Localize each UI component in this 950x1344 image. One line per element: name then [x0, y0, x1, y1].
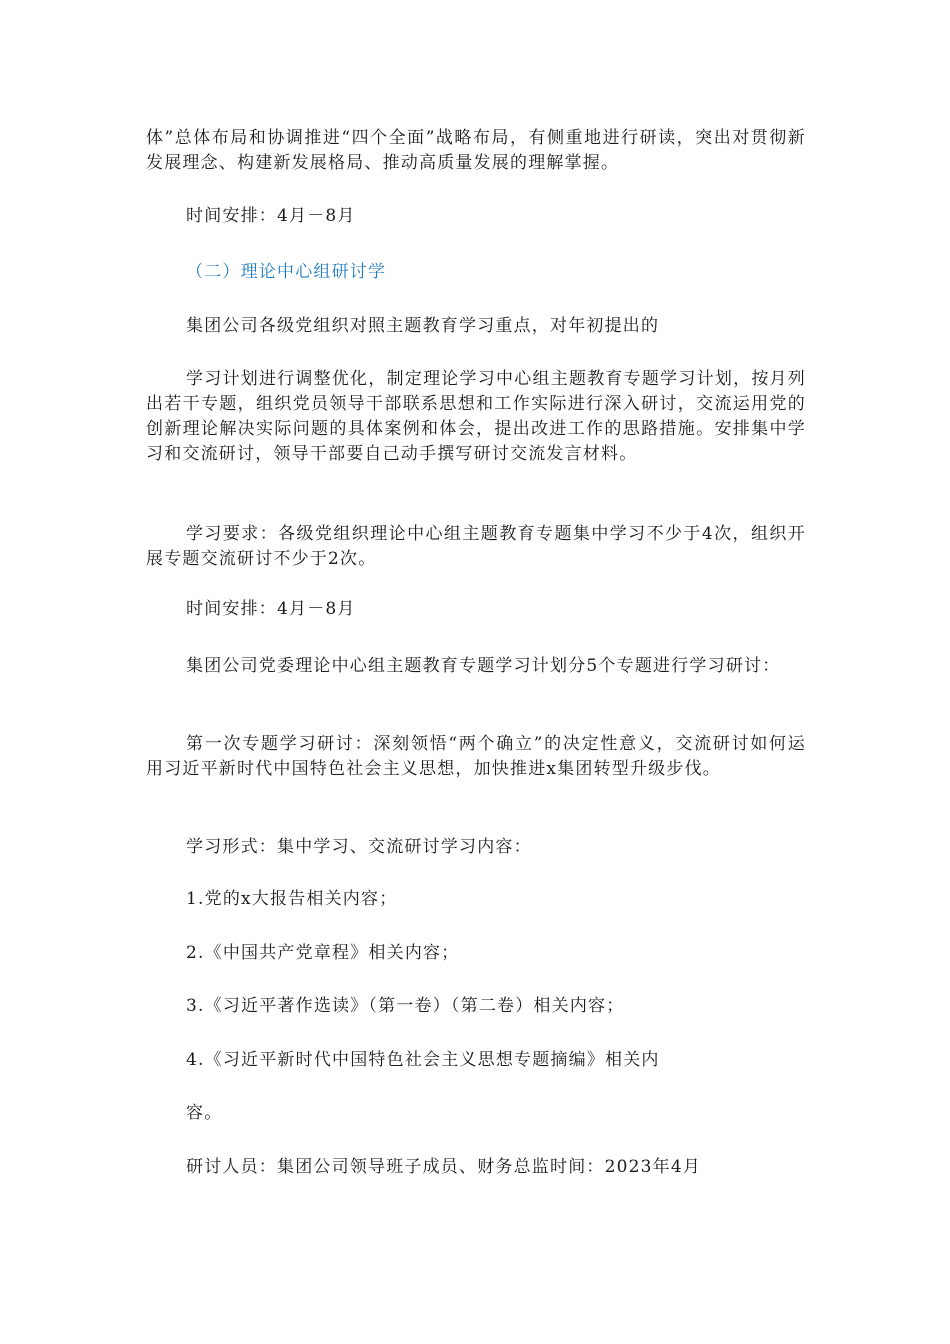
- participants-and-time: 研讨人员：集团公司领导班子成员、财务总监时间：2023年4月: [186, 1157, 702, 1177]
- study-form: 学习形式：集中学习、交流研讨学习内容：: [186, 837, 532, 857]
- list-item-3: 3.《习近平著作选读》（第一卷）（第二卷）相关内容；: [186, 996, 625, 1016]
- time-arrangement-2: 时间安排：4月－8月: [186, 599, 356, 619]
- list-item-1: 1.党的x大报告相关内容；: [186, 889, 398, 909]
- time-arrangement-1: 时间安排：4月－8月: [186, 206, 356, 226]
- list-item-4-continuation: 容。: [186, 1103, 223, 1123]
- paragraph-study-requirement: 学习要求：各级党组织理论中心组主题教育专题集中学习不少于4次，组织开展专题交流研讨不少于2次。: [146, 524, 806, 569]
- list-item-2: 2.《中国共产党章程》相关内容；: [186, 943, 460, 963]
- paragraph-topic-plan: 集团公司党委理论中心组主题教育专题学习计划分5个专题进行学习研讨：: [186, 656, 781, 676]
- paragraph-first-topic: 第一次专题学习研讨：深刻领悟“两个确立”的决定性意义，交流研讨如何运用习近平新时代中国特色社会主义思想，加快推进x集团转型升级步伐。: [146, 734, 806, 779]
- paragraph-continuation: 体”总体布局和协调推进“四个全面”战略布局，有侧重地进行研读，突出对贯彻新发展理念、构建新发展格局、推动高质量发展的理解掌握。: [146, 128, 806, 173]
- paragraph-intro: 集团公司各级党组织对照主题教育学习重点，对年初提出的: [186, 316, 660, 336]
- paragraph-study-plan: 学习计划进行调整优化，制定理论学习中心组主题教育专题学习计划，按月列出若干专题，组织党员领导干部联系思想和工作实际进行深入研讨，交流运用党的创新理论解决实际问题的具体案例和体会，提出改进工作的思路措施。安排集中学习和交流研讨，领导干部要自己动手撰写研讨交流发言材料。: [146, 369, 806, 464]
- list-item-4: 4.《习近平新时代中国特色社会主义思想专题摘编》相关内: [186, 1050, 660, 1070]
- section-heading: （二）理论中心组研讨学: [186, 262, 387, 282]
